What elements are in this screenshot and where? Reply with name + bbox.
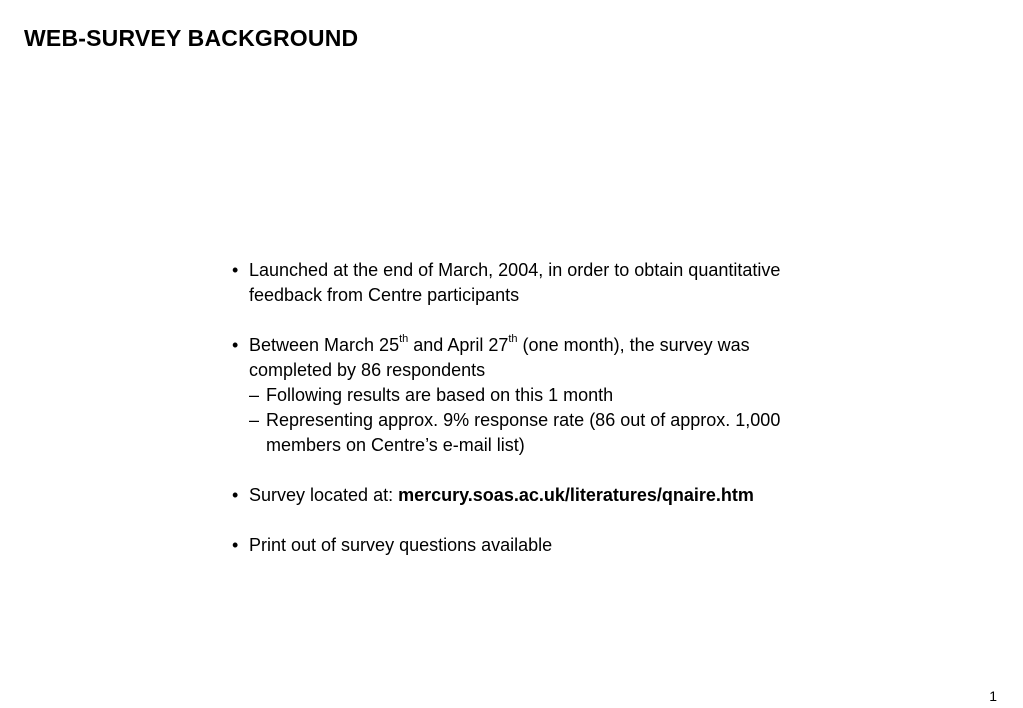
sub-bullet-response-rate-line2: members on Centre’s e-mail list): [266, 435, 525, 455]
period-text-1: Between March 25: [249, 335, 400, 355]
period-text-2: and April 27: [408, 335, 509, 355]
bullet-dot-icon: •: [232, 335, 239, 355]
dash-icon: –: [249, 410, 260, 430]
bullet-printout: [230, 533, 900, 558]
sub-bullet-results-text: Following results are based on this 1 month: [266, 385, 614, 405]
bullet-dot-icon: •: [232, 485, 239, 505]
bullet-period-line2: completed by 86 respondents: [249, 360, 486, 380]
sub-bullet-response-rate-line1: Representing approx. 9% response rate (86 out of approx. 1,000: [266, 410, 781, 430]
bullet-launch: [230, 258, 900, 308]
bullet-launch-line2: feedback from Centre participants: [249, 285, 520, 305]
bullet-location-line: [249, 483, 900, 508]
page-number: 1: [989, 688, 997, 704]
survey-url-link[interactable]: mercury.soas.ac.uk/literatures/qnaire.htm: [398, 485, 754, 505]
bullet-period-line1: [249, 333, 900, 358]
sub-bullet-results: [249, 383, 900, 408]
dash-icon: –: [249, 385, 260, 405]
bullet-launch-line1: Launched at the end of March, 2004, in order to obtain quantitative: [249, 260, 781, 280]
period-sup-1: th: [399, 333, 409, 345]
period-text-3: (one month), the survey was: [517, 335, 750, 355]
period-sup-2: th: [508, 333, 518, 345]
bullet-dot-icon: •: [232, 260, 239, 280]
location-prefix: Survey located at:: [249, 485, 399, 505]
sub-bullet-response-rate: [249, 408, 900, 458]
bullet-location: [230, 483, 900, 508]
bullet-dot-icon: •: [232, 535, 239, 555]
slide-title: WEB-SURVEY BACKGROUND: [24, 25, 359, 51]
bullet-period: [230, 333, 900, 458]
bullet-printout-text: Print out of survey questions available: [249, 535, 553, 555]
bullet-list: [230, 258, 900, 583]
